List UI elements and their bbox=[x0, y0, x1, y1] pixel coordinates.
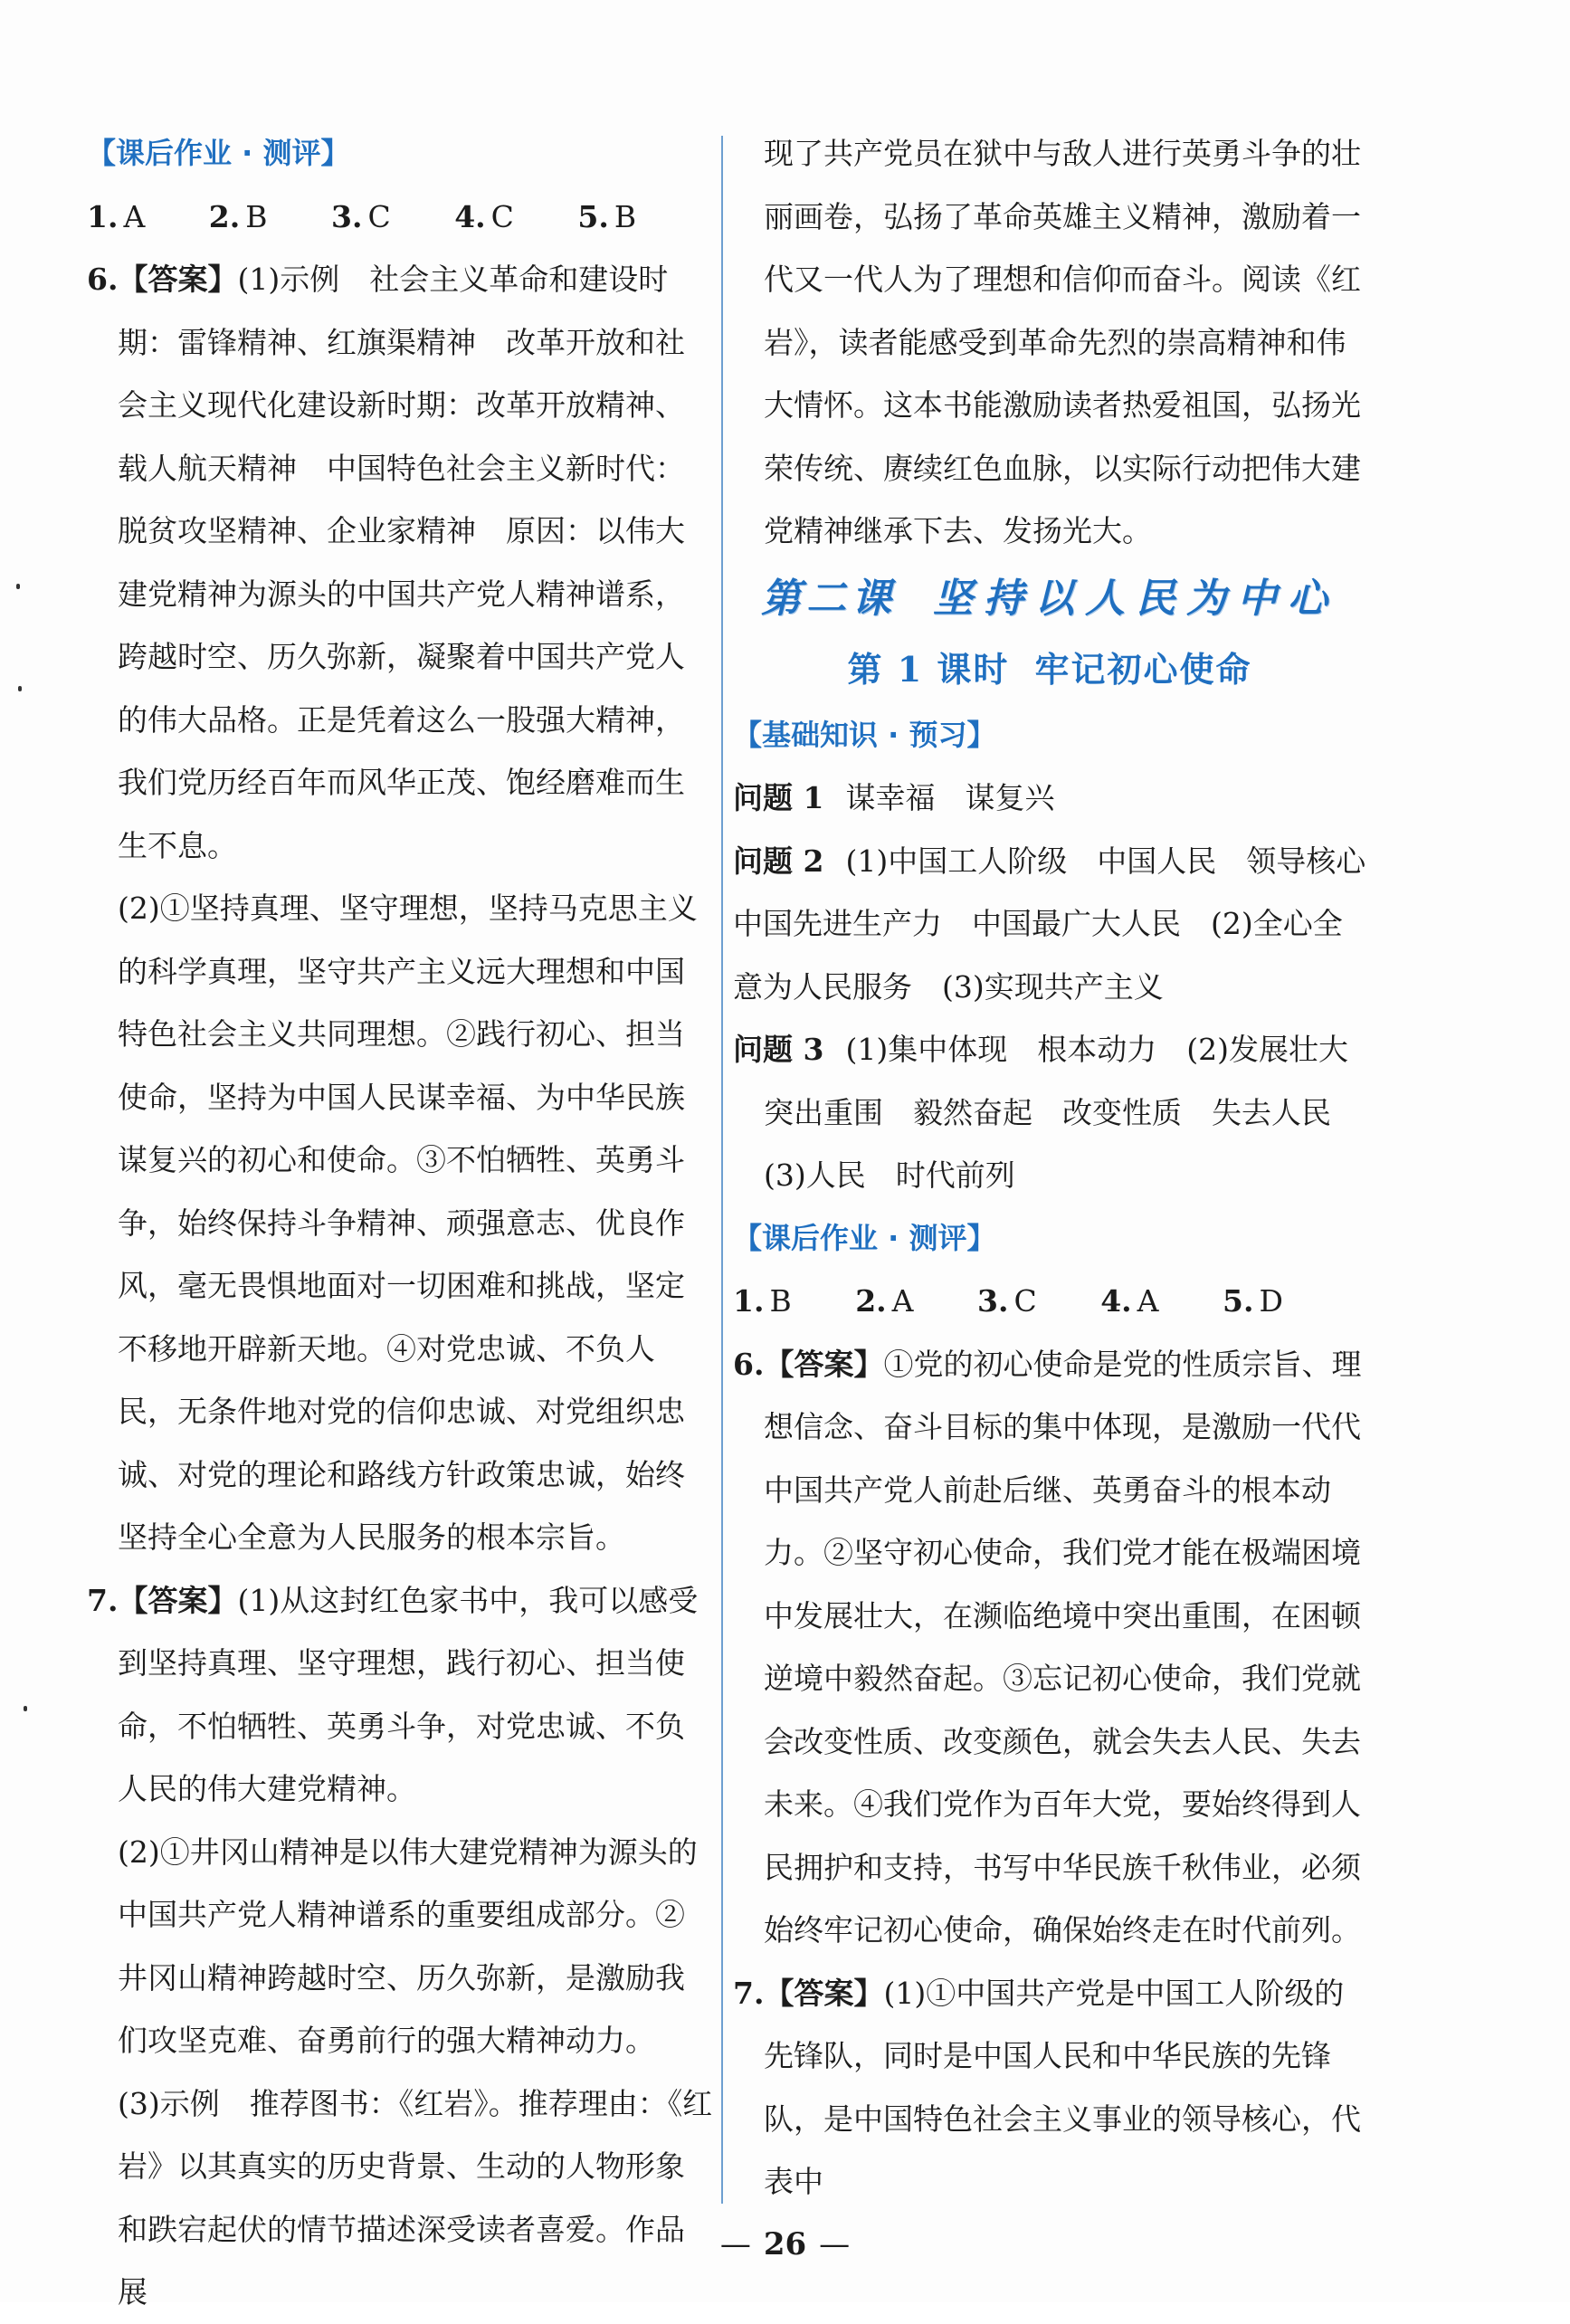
multiple-choice-answers-2: 1. B 2. A 3. C 4. A 5. D bbox=[733, 1283, 1283, 1319]
question-7-answer: 7.【答案】(1)从这封红色家书中，我可以感受到坚持真理、坚守理想，践行初心、担当使命，不怕牺牲、英勇斗争，对党忠诚、不负人民的伟大建党精神。 bbox=[87, 1582, 699, 1806]
question-7-answer-2: 7.【答案】(1)①中国共产党是中国工人阶级的先锋队，同时是中国人民和中华民族的先锋队，是中国特色社会主义事业的领导核心，代表中 bbox=[733, 1975, 1361, 2199]
multiple-choice-answers: 1. A 2. B 3. C 4. C 5. B bbox=[87, 198, 637, 234]
scan-speck bbox=[18, 686, 22, 691]
question-6-answer: 6.【答案】(1)示例 社会主义革命和建设时期：雷锋精神、红旗渠精神 改革开放和社会主义现代化建设新时期：改革开放精神、载人航天精神 中国特色社会主义新时代：脱贫攻坚精神、企业家精神 原因：以伟大建党精神为源头的中国共产党人精神谱系，跨越时空、历久弥新，凝聚着中国共产党人的伟大品格。正是凭着这么一股强大精神，我们党历经百年而风华正茂、饱经磨难而生生不息。 bbox=[87, 262, 685, 863]
column-divider bbox=[721, 136, 723, 2204]
question-1-answer: 问题 1 谋幸福 谋复兴 bbox=[733, 780, 1055, 815]
scan-speck bbox=[16, 584, 20, 589]
question-2-answer: 问题 2 (1)中国工人阶级 中国人民 领导核心 中国先进生产力 中国最广大人民 (2)全心全意为人民服务 (3)实现共产主义 bbox=[733, 843, 1396, 1005]
question-6-part-2: (2)①坚持真理、坚守理想，坚持马克思主义的科学真理，坚守共产主义远大理想和中国特色社会主义共同理想。②践行初心、担当使命，坚持为中国人民谋幸福、为中华民族谋复兴的初心和使命。③不怕牺牲、英勇斗争，始终保持斗争精神、顽强意志、优良作风，毫无畏惧地面对一切困难和挑战，坚定不移地开辟新天地。④对党忠诚、不负人民，无条件地对党的信仰忠诚、对党组织忠诚、对党的理论和路线方针政策忠诚，始终坚持全心全意为人民服务的根本宗旨。 bbox=[118, 891, 698, 1555]
period-heading: 第 1 课时 牢记初心使命 bbox=[847, 648, 1252, 690]
question-6-answer-2: 6.【答案】①党的初心使命是党的性质宗旨、理想信念、奋斗目标的集中体现，是激励一代代中国共产党人前赴后继、英勇奋斗的根本动力。②坚守初心使命，我们党才能在极端困境中发展壮大，在濒临绝境中突出重围，在困顿逆境中毅然奋起。③忘记初心使命，我们党就会改变性质、改变颜色，就会失去人民、失去未来。④我们党作为百年大党，要始终得到人民拥护和支持，书写中华民族千秋伟业，必须始终牢记初心使命，确保始终走在时代前列。 bbox=[733, 1346, 1362, 1948]
scan-speck bbox=[24, 1706, 27, 1711]
section-heading-homework: 【课后作业 · 测评】 bbox=[87, 136, 350, 170]
question-7-part-2: (2)①井冈山精神是以伟大建党精神为源头的中国共产党人精神谱系的重要组成部分。②井冈山精神跨越时空、历久弥新，是激励我们攻坚克难、奋勇前行的强大精神动力。 bbox=[118, 1833, 698, 2058]
section-heading-homework-2: 【课后作业 · 测评】 bbox=[733, 1220, 996, 1255]
question-7-continuation: 现了共产党员在狱中与敌人进行英勇斗争的壮丽画卷，弘扬了革命英雄主义精神，激励着一代又一代人为了理想和信仰而奋斗。阅读《红岩》，读者能感受到革命先烈的崇高精神和伟大情怀。这本书能激励读者热爱祖国，弘扬光荣传统、赓续红色血脉，以实际行动把伟大建党精神继承下去、发扬光大。 bbox=[764, 136, 1361, 548]
question-3-answer: 问题 3 (1)集中体现 根本动力 (2)发展壮大 突出重围 毅然奋起 改变性质 失去人民 (3)人民 时代前列 bbox=[733, 1032, 1378, 1193]
question-7-part-3: (3)示例 推荐图书：《红岩》。推荐理由：《红岩》以其真实的历史背景、生动的人物形象和跌宕起伏的情节描述深受读者喜爱。作品展 bbox=[118, 2085, 713, 2310]
page-number: — 26 — bbox=[719, 2226, 851, 2262]
right-column bbox=[733, 122, 1396, 2214]
left-column bbox=[87, 122, 713, 2324]
lesson-heading: 第二课 坚持以人民为中心 bbox=[761, 575, 1338, 622]
section-heading-basic: 【基础知识 · 预习】 bbox=[733, 717, 996, 752]
